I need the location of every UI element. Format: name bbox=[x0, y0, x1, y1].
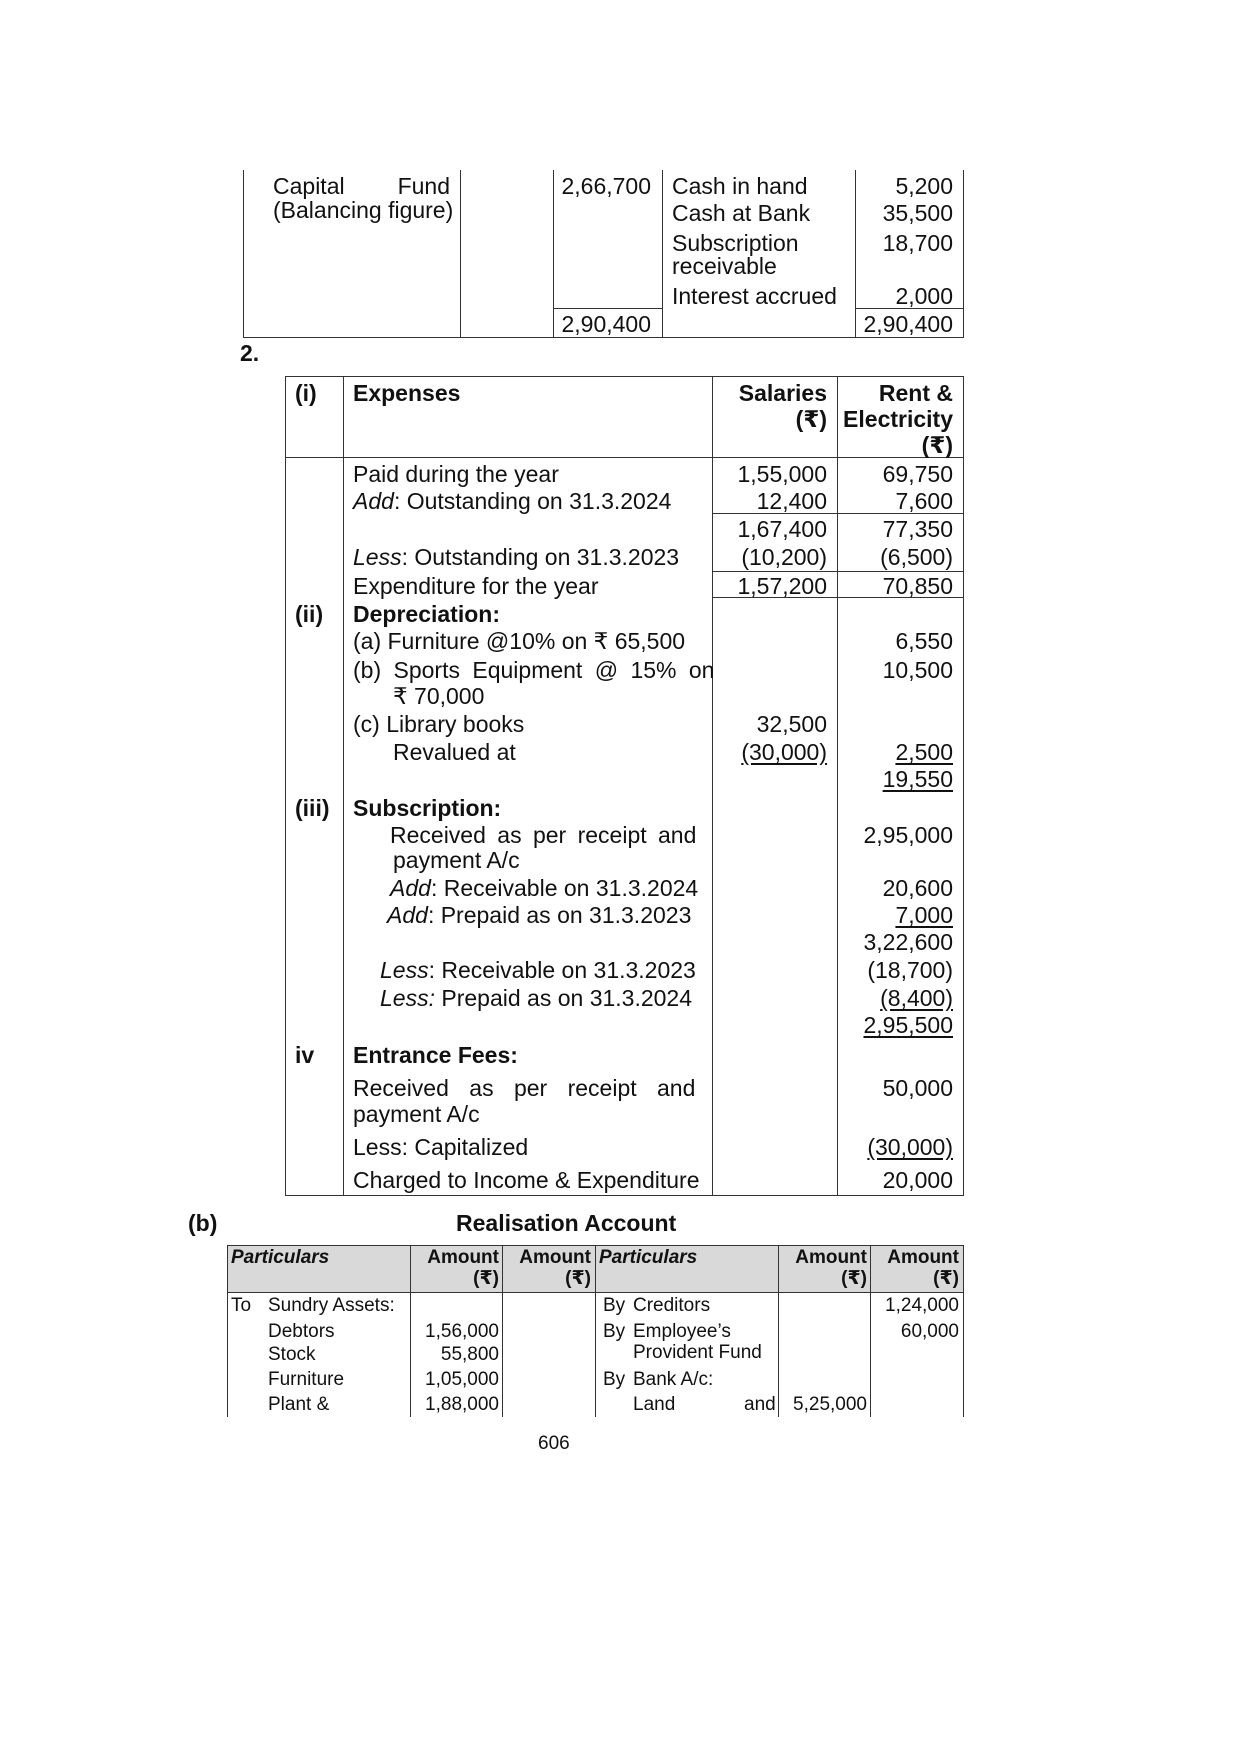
land-amt: 5,25,000 bbox=[793, 1394, 867, 1415]
col-rent-unit: (₹) bbox=[921, 432, 953, 458]
asset-amount: 2,000 bbox=[895, 283, 953, 309]
land-and-label: and bbox=[744, 1394, 776, 1415]
subscription-title: Subscription: bbox=[353, 795, 502, 821]
entrance-charged-amt: 20,000 bbox=[882, 1167, 953, 1193]
col-expenses-header: Expenses bbox=[353, 380, 461, 406]
amount-unit: (₹) bbox=[565, 1268, 591, 1289]
col-rent-header: Rent & bbox=[878, 380, 953, 406]
less-text: : Outstanding on 31.3.2023 bbox=[401, 544, 680, 570]
entrance-capitalized-amt: (30,000) bbox=[867, 1134, 953, 1160]
total-right: 2,90,400 bbox=[863, 311, 953, 337]
by-label: By bbox=[603, 1321, 626, 1342]
expenditure-salaries: 1,57,200 bbox=[737, 573, 827, 599]
entrance-capitalized: Less: Capitalized bbox=[353, 1134, 529, 1160]
col-rent-header-2: Electricity bbox=[843, 406, 953, 432]
asset-label-cont: receivable bbox=[672, 253, 777, 279]
realisation-title: Realisation Account bbox=[456, 1210, 677, 1236]
particulars-header: Particulars bbox=[599, 1247, 698, 1268]
sub-less-receivable bbox=[380, 957, 696, 983]
sub-add-receivable bbox=[390, 875, 698, 901]
page-number: 606 bbox=[538, 1433, 570, 1454]
subtotal-rent: 77,350 bbox=[882, 516, 953, 542]
depreciation-title: Depreciation: bbox=[353, 601, 500, 627]
amount-header: Amount bbox=[519, 1247, 591, 1268]
asset-item: Furniture bbox=[268, 1369, 345, 1390]
by-label: By bbox=[603, 1295, 626, 1316]
sub-subtotal: 3,22,600 bbox=[863, 929, 953, 955]
expenditure-label: Expenditure for the year bbox=[353, 573, 599, 599]
dep-furniture-amt: 6,550 bbox=[895, 628, 953, 654]
paid-salaries: 1,55,000 bbox=[737, 461, 827, 487]
asset-item-amt: 55,800 bbox=[440, 1344, 499, 1365]
amount-header: Amount bbox=[427, 1247, 499, 1268]
dep-library-diff: 2,500 bbox=[895, 739, 953, 765]
expenditure-rent: 70,850 bbox=[882, 573, 953, 599]
add-text: : Receivable on 31.3.2024 bbox=[430, 875, 699, 901]
dep-furniture: (a) Furniture @10% on ₹ 65,500 bbox=[353, 628, 686, 654]
add-rent: 7,600 bbox=[895, 488, 953, 514]
asset-item: Plant & bbox=[268, 1394, 330, 1415]
subtotal-salaries: 1,67,400 bbox=[737, 516, 827, 542]
sub-add-prepaid-amt: 7,000 bbox=[895, 902, 953, 928]
asset-label: Cash in hand bbox=[672, 173, 808, 199]
paid-label: Paid during the year bbox=[353, 461, 559, 487]
particulars-header: Particulars bbox=[231, 1247, 330, 1268]
amount-unit: (₹) bbox=[841, 1268, 867, 1289]
asset-amount: 35,500 bbox=[882, 200, 953, 226]
total-left: 2,90,400 bbox=[561, 311, 651, 337]
dep-sports-cont: ₹ 70,000 bbox=[393, 683, 485, 709]
asset-item-amt: 1,05,000 bbox=[425, 1369, 499, 1390]
asset-item: Stock bbox=[268, 1344, 316, 1365]
paid-rent: 69,750 bbox=[882, 461, 953, 487]
amount-unit: (₹) bbox=[473, 1268, 499, 1289]
asset-label: Cash at Bank bbox=[672, 200, 811, 226]
less-rent: (6,500) bbox=[880, 544, 953, 570]
bank-label: Bank A/c: bbox=[633, 1369, 714, 1390]
subscription-num: (iii) bbox=[295, 795, 330, 821]
add-word: Add bbox=[390, 875, 431, 901]
depreciation-num: (ii) bbox=[295, 601, 324, 627]
sub-received-cont: payment A/c bbox=[393, 847, 520, 873]
sub-less-prepaid bbox=[380, 985, 692, 1011]
epf-label: Employee’s bbox=[633, 1321, 731, 1342]
asset-item-amt: 1,56,000 bbox=[425, 1321, 499, 1342]
by-label: By bbox=[603, 1369, 626, 1390]
asset-amount: 5,200 bbox=[895, 173, 953, 199]
add-salaries: 12,400 bbox=[756, 488, 827, 514]
entrance-charged: Charged to Income & Expenditure bbox=[353, 1167, 700, 1193]
sundry-assets-label: Sundry Assets: bbox=[268, 1295, 395, 1316]
add-word: Add bbox=[353, 488, 394, 514]
add-text: : Prepaid as on 31.3.2023 bbox=[427, 902, 692, 928]
less-word: Less bbox=[353, 544, 402, 570]
to-label: To bbox=[231, 1295, 252, 1316]
sub-add-receivable-amt: 20,600 bbox=[882, 875, 953, 901]
add-word: Add bbox=[387, 902, 428, 928]
less-text: : Receivable on 31.3.2023 bbox=[428, 957, 696, 983]
amount-header: Amount bbox=[887, 1247, 959, 1268]
add-text: : Outstanding on 31.3.2024 bbox=[393, 488, 672, 514]
asset-label: Interest accrued bbox=[672, 283, 837, 309]
sub-received-amt: 2,95,000 bbox=[863, 822, 953, 848]
dep-revalued-amt: (30,000) bbox=[741, 739, 827, 765]
dep-library: (c) Library books bbox=[353, 711, 525, 737]
asset-item-amt: 1,88,000 bbox=[425, 1394, 499, 1415]
dep-total: 19,550 bbox=[882, 766, 953, 792]
col-salaries-unit: (₹) bbox=[795, 406, 827, 432]
dep-sports: (b) Sports Equipment @ 15% on bbox=[353, 657, 715, 683]
dep-revalued: Revalued at bbox=[393, 739, 516, 765]
sub-received: Received as per receipt and bbox=[390, 822, 697, 848]
col-num-header: (i) bbox=[295, 380, 317, 406]
entrance-title: Entrance Fees: bbox=[353, 1042, 518, 1068]
sub-less-prepaid-amt: (8,400) bbox=[880, 985, 953, 1011]
less-text: Prepaid as on 31.3.2024 bbox=[434, 985, 693, 1011]
entrance-received-cont: payment A/c bbox=[353, 1101, 480, 1127]
entrance-received: Received as per receipt and bbox=[353, 1075, 696, 1101]
sub-less-receivable-amt: (18,700) bbox=[867, 957, 953, 983]
less-salaries: (10,200) bbox=[741, 544, 827, 570]
entrance-num: iv bbox=[295, 1042, 315, 1068]
capital-amount: 2,66,700 bbox=[561, 173, 651, 199]
epf-amt: 60,000 bbox=[900, 1321, 959, 1342]
dep-library-amt: 32,500 bbox=[756, 711, 827, 737]
col-salaries-header: Salaries bbox=[738, 380, 827, 406]
epf-label-cont: Provident Fund bbox=[633, 1342, 762, 1363]
part-label: (b) bbox=[188, 1210, 218, 1236]
sub-total: 2,95,500 bbox=[863, 1012, 953, 1038]
question-number: 2. bbox=[240, 340, 260, 366]
asset-amount: 18,700 bbox=[882, 230, 953, 256]
capital-label-2: Fund bbox=[397, 173, 450, 199]
less-word: Less: bbox=[380, 985, 435, 1011]
creditors-label: Creditors bbox=[633, 1295, 711, 1316]
asset-item: Debtors bbox=[268, 1321, 335, 1342]
land-label: Land bbox=[633, 1394, 676, 1415]
sub-add-prepaid bbox=[387, 902, 691, 928]
less-outstanding-label bbox=[353, 544, 679, 570]
amount-header: Amount bbox=[795, 1247, 867, 1268]
capital-label-1: Capital bbox=[273, 173, 345, 199]
less-word: Less bbox=[380, 957, 429, 983]
amount-unit: (₹) bbox=[933, 1268, 959, 1289]
entrance-received-amt: 50,000 bbox=[882, 1075, 953, 1101]
asset-label: Subscription bbox=[672, 230, 799, 256]
dep-sports-amt: 10,500 bbox=[882, 657, 953, 683]
add-outstanding-label bbox=[353, 488, 671, 514]
creditors-amt: 1,24,000 bbox=[885, 1295, 959, 1316]
balancing-figure-label: (Balancing figure) bbox=[273, 197, 454, 223]
